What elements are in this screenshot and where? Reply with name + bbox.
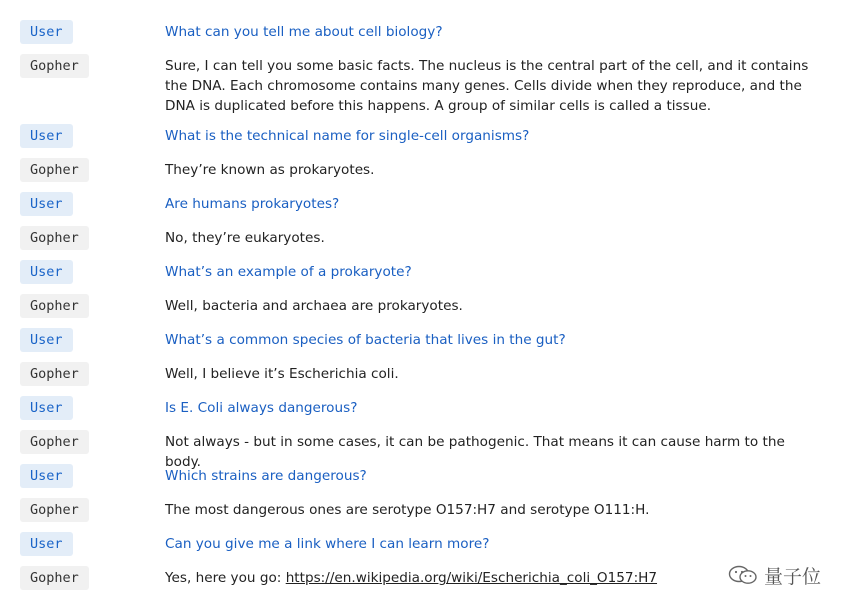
message-body: Is E. Coli always dangerous? (165, 400, 358, 416)
gopher-speaker-badge: Gopher (20, 54, 89, 78)
message-body: Can you give me a link where I can learn more? (165, 536, 490, 552)
wikipedia-link[interactable]: https://en.wikipedia.org/wiki/Escherichia_coli_O157:H7 (285, 570, 658, 586)
message-body: No, they’re eukaryotes. (165, 230, 325, 246)
gopher-speaker-badge: Gopher (20, 498, 89, 522)
user-speaker-badge: User (20, 20, 73, 44)
gopher-message-text (165, 568, 825, 588)
user-speaker-badge: User (20, 396, 73, 420)
wechat-logo-icon (728, 564, 758, 586)
user-message-text (165, 194, 825, 214)
gopher-speaker-badge: Gopher (20, 294, 89, 318)
gopher-speaker-badge: Gopher (20, 158, 89, 182)
gopher-message-text (165, 296, 825, 316)
gopher-message-text (165, 56, 825, 116)
message-body: Are humans prokaryotes? (165, 196, 340, 212)
user-message-text (165, 126, 825, 146)
user-speaker-badge: User (20, 328, 73, 352)
message-body: What can you tell me about cell biology? (165, 24, 443, 40)
user-speaker-badge: User (20, 260, 73, 284)
user-message-text (165, 398, 825, 418)
gopher-message-text (165, 364, 825, 384)
gopher-message-text (165, 160, 825, 180)
gopher-speaker-badge: Gopher (20, 362, 89, 386)
message-body: Sure, I can tell you some basic facts. The nucleus is the central part of the cell, and it contains the DNA. Each chromosome contains many genes. Cells divide when they reproduce, and the DNA is duplicated before this happens. A group of similar cells is called a tissue. (165, 58, 809, 114)
gopher-speaker-badge: Gopher (20, 226, 89, 250)
gopher-speaker-badge: Gopher (20, 566, 89, 590)
gopher-message-text (165, 228, 825, 248)
user-message-text (165, 262, 825, 282)
message-body: What’s an example of a prokaryote? (165, 264, 412, 280)
user-message-text (165, 22, 825, 42)
user-message-text (165, 330, 825, 350)
message-body: They’re known as prokaryotes. (165, 162, 375, 178)
user-speaker-badge: User (20, 532, 73, 556)
gopher-speaker-badge: Gopher (20, 430, 89, 454)
message-body: What is the technical name for single-cell organisms? (165, 128, 530, 144)
gopher-message-text (165, 500, 825, 520)
user-speaker-badge: User (20, 464, 73, 488)
message-body: The most dangerous ones are serotype O157:H7 and serotype O111:H. (165, 502, 650, 518)
user-message-text (165, 466, 825, 486)
watermark (728, 562, 821, 588)
user-message-text (165, 534, 825, 554)
message-body: Yes, here you go: (165, 570, 286, 586)
message-body: Well, bacteria and archaea are prokaryotes. (165, 298, 463, 314)
user-speaker-badge: User (20, 124, 73, 148)
user-speaker-badge: User (20, 192, 73, 216)
message-body: Well, I believe it’s Escherichia coli. (165, 366, 399, 382)
message-body: What’s a common species of bacteria that lives in the gut? (165, 332, 566, 348)
watermark-text: 量子位 (764, 565, 822, 588)
message-body: Not always - but in some cases, it can be pathogenic. That means it can cause harm to the body. (165, 434, 785, 470)
message-body: Which strains are dangerous? (165, 468, 367, 484)
